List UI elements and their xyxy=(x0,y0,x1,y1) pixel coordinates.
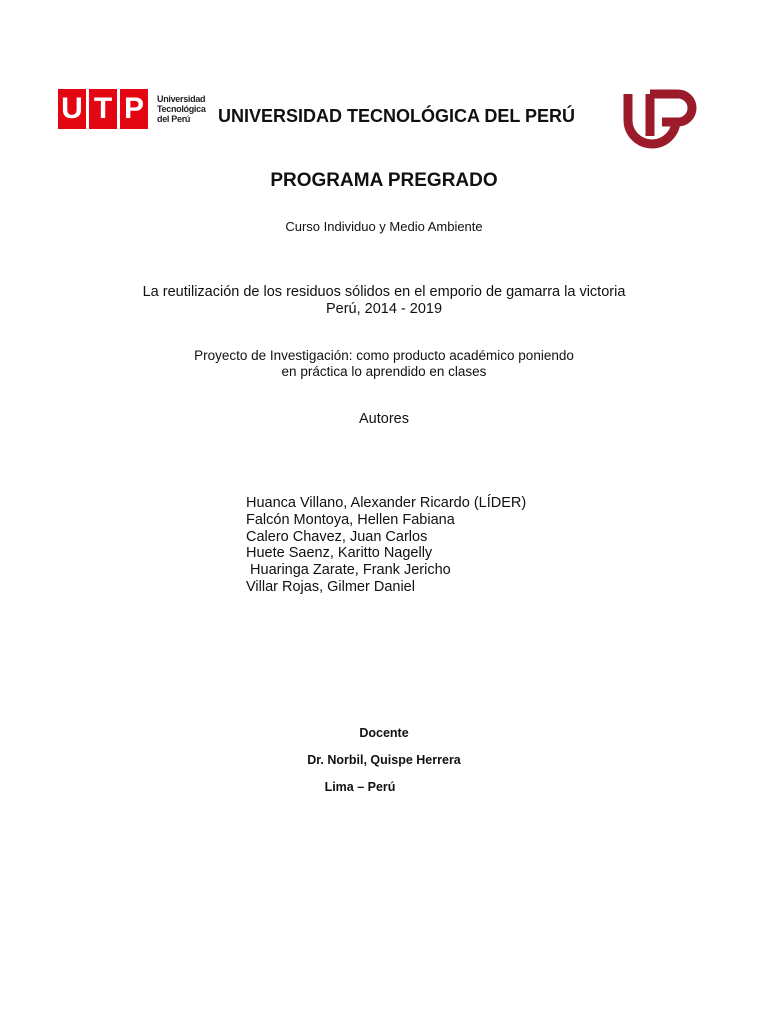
university-name: UNIVERSIDAD TECNOLÓGICA DEL PERÚ xyxy=(218,106,576,126)
author-item: Falcón Montoya, Hellen Fabiana xyxy=(246,511,455,528)
author-item: Villar Rojas, Gilmer Daniel xyxy=(246,578,415,595)
logo-subtitle: Universidad Tecnológica del Perú xyxy=(157,94,206,124)
thesis-title-line-2: Perú, 2014 - 2019 xyxy=(325,301,443,317)
author-item: Huaringa Zarate, Frank Jericho xyxy=(246,562,451,579)
thesis-title-line-1: La reutilización de los residuos sólidos en el emporio de gamarra la victoria xyxy=(142,284,626,300)
teacher-label: Docente xyxy=(359,726,409,740)
author-item: Huete Saenz, Karitto Nagelly xyxy=(246,545,433,562)
project-description xyxy=(0,348,768,380)
program-title: PROGRAMA PREGRADO xyxy=(270,170,498,191)
author-item: Huanca Villano, Alexander Ricardo (LÍDER) xyxy=(246,495,527,511)
utp-logo xyxy=(58,89,206,129)
project-description-line-2: en práctica lo aprendido en clases xyxy=(281,364,487,379)
authors-list xyxy=(246,495,526,596)
utp-monogram-icon xyxy=(622,86,702,154)
project-description-line-1: Proyecto de Investigación: como producto académico poniendo xyxy=(194,348,574,363)
logo-letter-p: P xyxy=(120,89,148,129)
location: Lima – Perú xyxy=(324,780,396,794)
authors-label: Autores xyxy=(359,411,409,427)
thesis-title xyxy=(0,284,768,318)
course-name: Curso Individuo y Medio Ambiente xyxy=(285,219,483,234)
logo-letter-t: T xyxy=(89,89,117,129)
teacher-name: Dr. Norbil, Quispe Herrera xyxy=(307,753,461,767)
author-item: Calero Chavez, Juan Carlos xyxy=(246,528,428,545)
logo-letter-u: U xyxy=(58,89,86,129)
